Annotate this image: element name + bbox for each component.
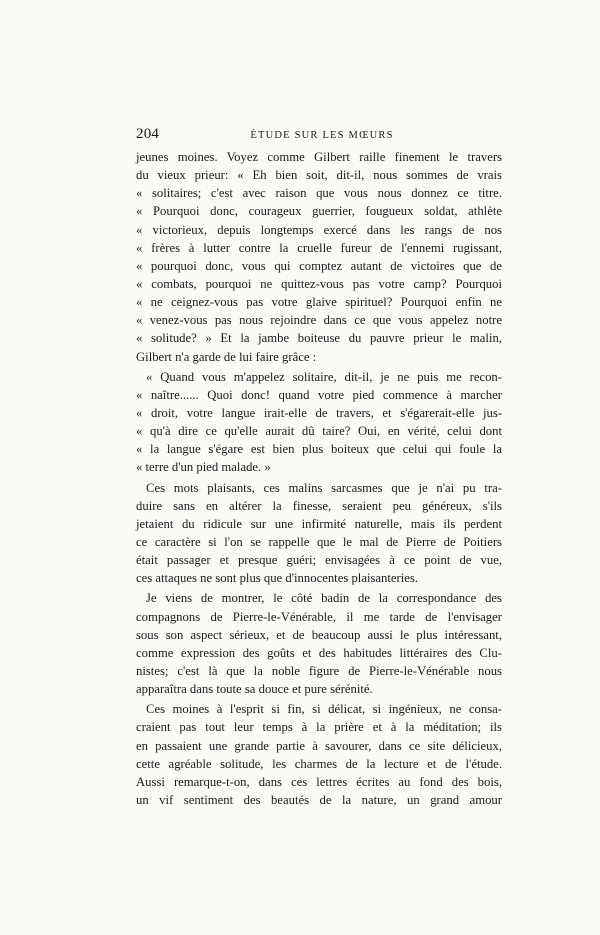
paragraph-1 bbox=[136, 148, 502, 366]
text-line: « pourquoi donc, vous qui comptez autant de victoires que de bbox=[136, 258, 502, 273]
text-line: « victorieux, depuis longtemps exercé dans les rangs de nos bbox=[136, 222, 502, 237]
text-line: « droit, votre langue irait-elle de travers, et s'égarerait-elle jus- bbox=[136, 405, 502, 420]
text-line: Je viens de montrer, le côté badin de la correspondance des bbox=[146, 591, 502, 606]
text-line: craient pas tout leur temps à la prière et à la méditation; ils bbox=[136, 720, 502, 735]
paragraph-2 bbox=[136, 368, 502, 477]
text-line: Ces moines à l'esprit si fin, si délicat, si ingénieux, ne consa- bbox=[146, 702, 502, 717]
text-line: « Quand vous m'appelez solitaire, dit-il, je ne puis me recon- bbox=[146, 369, 502, 384]
paragraph-5 bbox=[136, 700, 502, 809]
text-line: « qu'à dire ce qu'elle aurait dû taire? Oui, en vérité, celui dont bbox=[136, 424, 502, 439]
text-line: sous son aspect sérieux, et de beaucoup aussi le plus intéressant, bbox=[136, 627, 502, 642]
text-line: « la langue s'égare est bien plus boiteux que celui qui foule la bbox=[136, 442, 502, 457]
text-line: en passaient une grande partie à savourer, dans ce site délicieux, bbox=[136, 738, 502, 753]
paragraph-3 bbox=[136, 479, 502, 588]
text-line: était passager et presque guéri; envisagées à ce point de vue, bbox=[136, 553, 502, 568]
page-number: 204 bbox=[136, 126, 160, 142]
text-line: « ne ceignez-vous pas votre glaive spirituel? Pourquoi enfin ne bbox=[136, 295, 502, 310]
text-line: « venez-vous pas nous rejoindre dans ce que vous appelez notre bbox=[136, 313, 502, 328]
text-line: un vif sentiment des beautés de la nature, un grand amour bbox=[136, 792, 502, 807]
running-head: ÉTUDE SUR LES MŒURS bbox=[250, 130, 394, 141]
text-line: « combats, pourquoi ne quittez-vous pas votre camp? Pourquoi bbox=[136, 276, 502, 291]
text-line: compagnons de Pierre-le-Vénérable, il me tarde de l'envisager bbox=[136, 609, 502, 624]
text-line: « frères à lutter contre la cruelle fureur de l'ennemi rugissant, bbox=[136, 240, 502, 255]
text-line: Aussi remarque-t-on, dans ces lettres écrites au fond des bois, bbox=[136, 774, 502, 789]
text-line: « naître...... Quoi donc! quand votre pied commence à marcher bbox=[136, 387, 502, 402]
text-line: jeunes moines. Voyez comme Gilbert raille finement le travers bbox=[136, 150, 502, 164]
text-line: comme expression des goûts et des habitudes littéraires des Clu- bbox=[136, 645, 502, 660]
text-line: « solitude? » Et la jambe boiteuse du pauvre prieur le malin, bbox=[136, 331, 502, 346]
text-line: nistes; c'est là que la noble figure de Pierre-le-Vénérable nous bbox=[136, 663, 502, 678]
text-line: du vieux prieur: « Eh bien soit, dit-il, nous sommes de vrais bbox=[136, 168, 502, 183]
text-line: « terre d'un pied malade. » bbox=[136, 460, 271, 475]
text-line: apparaîtra dans toute sa douce et pure sérénité. bbox=[136, 682, 373, 697]
text-line: cette agréable solitude, les charmes de la lecture et de l'étude. bbox=[136, 756, 502, 771]
text-line: « solitaires; c'est avec raison que vous nous donnez ce titre. bbox=[136, 186, 502, 201]
text-line: ces attaques ne sont plus que d'innocentes plaisanteries. bbox=[136, 571, 419, 586]
text-line: duire sans en altérer la finesse, seraient peu généreux, s'ils bbox=[136, 498, 502, 513]
text-line: « Pourquoi donc, courageux guerrier, fougueux soldat, athlète bbox=[136, 204, 502, 219]
paragraph-4 bbox=[136, 589, 502, 698]
text-line: jetaient du ridicule sur une infirmité naturelle, mais ils perdent bbox=[136, 516, 502, 531]
book-page bbox=[136, 124, 502, 809]
text-line: ce caractère si l'on se rappelle que le mal de Pierre de Poitiers bbox=[136, 534, 502, 549]
text-line: Gilbert n'a garde de lui faire grâce : bbox=[136, 349, 317, 364]
text-line: Ces mots plaisants, ces malins sarcasmes que je n'ai pu tra- bbox=[146, 480, 502, 495]
page-header bbox=[136, 124, 502, 146]
